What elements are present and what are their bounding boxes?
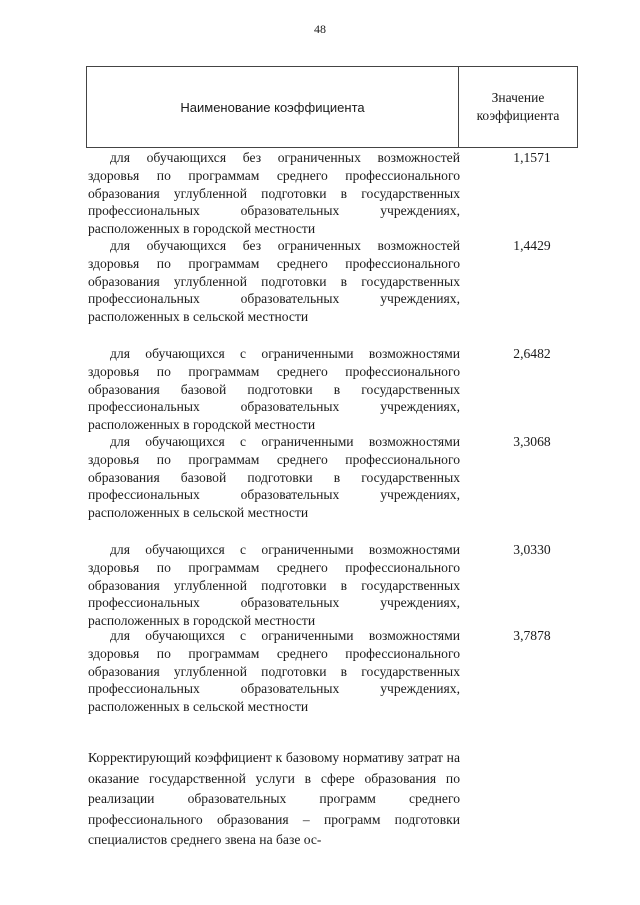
- table-header: [86, 66, 578, 148]
- footer-paragraph: Корректирующий коэффициент к базовому нормативу затрат на оказание государственной услуги в сфере образования по реализации образовательных программ среднего профессионального образования – программ подготовки специалистов среднего звена на базе ос-: [88, 750, 460, 847]
- coefficient-name: для обучающихся с ограниченными возможностями здоровья по программам среднего профессионального образования углубленной подготовки в государственных профессиональных образовательных учреждениях, расположенных в сельской местности: [88, 628, 460, 715]
- coefficient-name: для обучающихся с ограниченными возможностями здоровья по программам среднего профессионального образования углубленной подготовки в государственных профессиональных образовательных учреждениях, расположенных в городской местности: [88, 542, 460, 629]
- coefficient-value: 1,4429: [513, 238, 551, 253]
- coefficient-value: 1,1571: [513, 150, 551, 165]
- coefficient-name: для обучающихся с ограниченными возможностями здоровья по программам среднего профессионального образования базовой подготовки в государственных профессиональных образовательных учреждениях, расположенных в городской местности: [88, 346, 460, 433]
- coefficient-value: 2,6482: [513, 346, 551, 361]
- coefficient-name: для обучающихся без ограниченных возможностей здоровья по программам среднего профессионального образования углубленной подготовки в государственных профессиональных образовательных учреждениях, расположенных в сельской местности: [88, 238, 460, 325]
- coefficient-value: 3,7878: [513, 628, 551, 643]
- column-header-name: Наименование коэффициента: [87, 67, 459, 147]
- coefficient-name: для обучающихся без ограниченных возможностей здоровья по программам среднего профессионального образования углубленной подготовки в государственных профессиональных образовательных учреждениях, расположенных в городской местности: [88, 150, 460, 237]
- coefficient-name: для обучающихся с ограниченными возможностями здоровья по программам среднего профессионального образования базовой подготовки в государственных профессиональных образовательных учреждениях, расположенных в сельской местности: [88, 434, 460, 521]
- coefficient-value: 3,0330: [513, 542, 551, 557]
- page-number: 48: [314, 22, 326, 36]
- column-header-value: Значение коэффициента: [476, 90, 560, 123]
- coefficient-value: 3,3068: [513, 434, 551, 449]
